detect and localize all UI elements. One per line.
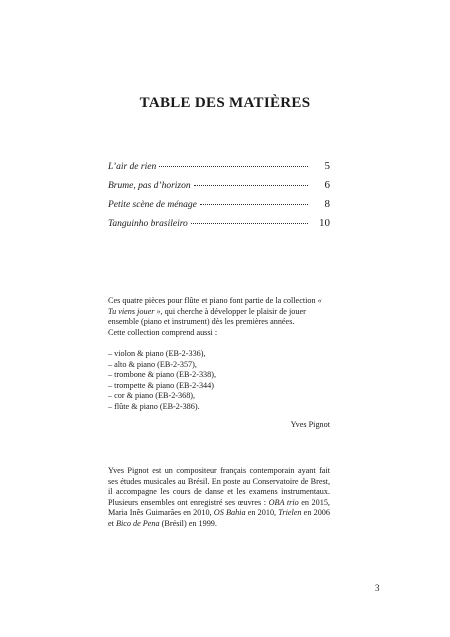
work-title: OBA trio bbox=[268, 497, 299, 507]
toc-entry bbox=[108, 179, 330, 198]
toc-leader-dots bbox=[191, 223, 308, 224]
toc-entry-page: 6 bbox=[324, 179, 330, 191]
list-item: – violon & piano (EB-2-336), bbox=[108, 348, 206, 358]
intro-text-end: , qui cherche à développer le plaisir de jouer ensemble (piano et instrument) dès les premières années. bbox=[108, 306, 306, 327]
bio-text: en 2015, Maria Inês Guimarães en 2010, bbox=[108, 497, 330, 518]
bio-text: en 2010, bbox=[245, 508, 279, 518]
work-title: Trielen bbox=[278, 508, 302, 518]
toc-leader-dots bbox=[194, 185, 308, 186]
collection-title: « Tu viens jouer » bbox=[108, 296, 322, 316]
toc-entry bbox=[108, 160, 330, 179]
list-item: – trombone & piano (EB-2-338), bbox=[108, 370, 217, 380]
collection-intro bbox=[108, 296, 330, 430]
intro-text-start: Ces quatre pièces pour flûte et piano font partie de la collection bbox=[108, 296, 318, 305]
toc-leader-dots bbox=[159, 166, 308, 167]
work-title: Bico de Pena bbox=[115, 518, 160, 528]
bio-text: en 2006 et bbox=[108, 508, 330, 528]
toc-entry-title: L’air de rien bbox=[108, 162, 157, 172]
table-of-contents bbox=[108, 160, 330, 236]
author-signature: Yves Pignot bbox=[290, 419, 330, 429]
list-item: – alto & piano (EB-2-357), bbox=[108, 359, 197, 369]
page-number: 3 bbox=[375, 583, 380, 593]
toc-entry-page: 5 bbox=[324, 160, 330, 172]
list-item: – cor & piano (EB-2-368), bbox=[108, 391, 196, 401]
list-item: – trompette & piano (EB-2-344) bbox=[108, 380, 214, 390]
toc-entry-title: Petite scène de ménage bbox=[108, 200, 197, 210]
toc-entry-title: Tanguinho brasileiro bbox=[108, 219, 188, 229]
work-title: OS Bahia bbox=[213, 508, 246, 518]
bio-text: Yves Pignot est un compositeur français contemporain ayant fait ses études musicales au Brésil. En poste au Conservatoire de Brest, il accompagne les cours de danse et les examens instrumentaux. Plusieurs ensembles ont enregistré ses œuvres : bbox=[108, 466, 330, 507]
bio-text: (Brésil) en 1999. bbox=[159, 518, 217, 528]
toc-entry-title: Brume, pas d’horizon bbox=[108, 181, 191, 191]
intro-paragraph bbox=[108, 296, 330, 328]
toc-leader-dots bbox=[200, 204, 308, 205]
page-title: TABLE DES MATIÈRES bbox=[139, 95, 311, 111]
toc-entry-page: 8 bbox=[324, 198, 330, 210]
toc-entry-page: 10 bbox=[319, 217, 330, 229]
composer-biography bbox=[108, 466, 330, 530]
collection-list bbox=[108, 349, 330, 413]
intro-line: Cette collection comprend aussi : bbox=[108, 327, 218, 337]
toc-entry bbox=[108, 217, 330, 236]
toc-entry bbox=[108, 198, 330, 217]
list-item: – flûte & piano (EB-2-386). bbox=[108, 401, 200, 411]
